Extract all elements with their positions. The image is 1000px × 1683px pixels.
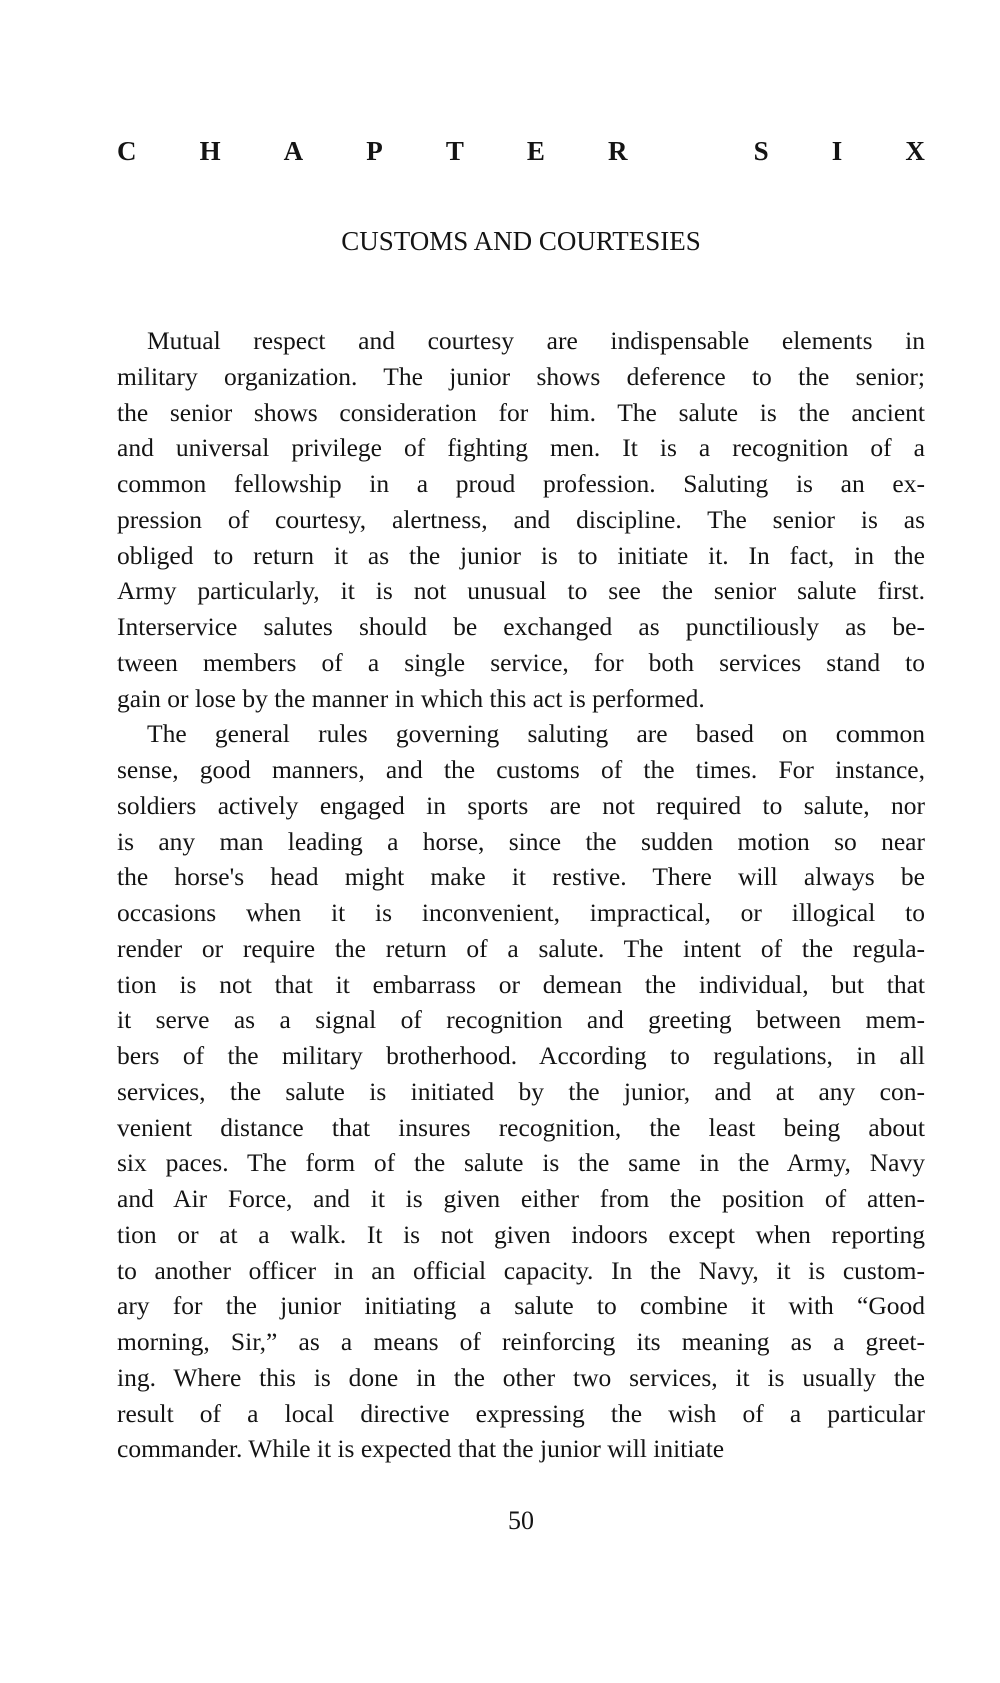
text-line: military organization. The junior shows deference to the senior; (117, 361, 925, 391)
text-line: services, the salute is initiated by the junior, and at any con- (117, 1076, 925, 1106)
text-line: occasions when it is inconvenient, impractical, or illogical to (117, 898, 925, 927)
text-line: the senior shows consideration for him. The salute is the ancient (117, 397, 925, 427)
chapter-letter: H (199, 136, 221, 166)
chapter-letter: C (117, 136, 137, 166)
text-line: bers of the military brotherhood. According to regulations, in all (117, 1041, 925, 1070)
text-line: tion or at a walk. It is not given indoors except when reporting (117, 1219, 925, 1249)
chapter-letter: R (608, 136, 628, 166)
text-line: result of a local directive expressing the wish of a particular (117, 1398, 925, 1428)
paragraph (117, 323, 925, 716)
text-line: Army particularly, it is not unusual to see the senior salute first. (117, 576, 925, 606)
text-line: Interservice salutes should be exchanged as punctiliously as be- (117, 612, 925, 641)
text-line: gain or lose by the manner in which this act is performed. (117, 683, 705, 713)
body-text (117, 323, 925, 1467)
text-line: Mutual respect and courtesy are indispensable elements in (147, 326, 925, 355)
chapter-letter: T (445, 136, 464, 166)
text-line: The general rules governing saluting are based on common (147, 719, 925, 749)
text-line: common fellowship in a proud profession. Saluting is an ex- (117, 469, 925, 498)
chapter-number-letter: X (905, 136, 925, 166)
text-line: obliged to return it as the junior is to initiate it. In fact, in the (117, 540, 925, 570)
text-line: render or require the return of a salute. The intent of the regula- (117, 933, 925, 963)
text-line: the horse's head might make it restive. There will always be (117, 862, 925, 892)
text-line: and Air Force, and it is given either from the position of atten- (117, 1184, 925, 1213)
text-line: tion is not that it embarrass or demean the individual, but that (117, 969, 925, 999)
text-line: it serve as a signal of recognition and greeting between mem- (117, 1005, 925, 1035)
chapter-heading (117, 138, 925, 165)
text-line: six paces. The form of the salute is the same in the Army, Navy (117, 1148, 925, 1178)
text-line: tween members of a single service, for both services stand to (117, 647, 925, 677)
chapter-number-letter: S (753, 136, 769, 166)
text-line: is any man leading a horse, since the sudden motion so near (117, 826, 925, 856)
page-number: 50 (508, 1506, 534, 1535)
chapter-number-letter: I (831, 136, 843, 166)
text-line: ing. Where this is done in the other two services, it is usually the (117, 1362, 925, 1392)
paragraph (117, 716, 925, 1467)
text-line: and universal privilege of fighting men. It is a recognition of a (117, 433, 925, 463)
text-line: morning, Sir,” as a means of reinforcing its meaning as a greet- (117, 1327, 925, 1356)
text-line: soldiers actively engaged in sports are not required to salute, nor (117, 790, 925, 820)
chapter-letter: A (283, 136, 304, 166)
text-line: to another officer in an official capacity. In the Navy, it is custom- (117, 1255, 925, 1285)
paragraph-container (117, 323, 925, 1467)
chapter-letter: P (366, 136, 383, 166)
chapter-letter: E (526, 136, 545, 166)
text-line: sense, good manners, and the customs of the times. For instance, (117, 755, 925, 784)
text-line: pression of courtesy, alertness, and discipline. The senior is as (117, 504, 925, 534)
chapter-title: CUSTOMS AND COURTESIES (341, 226, 701, 256)
text-line: venient distance that insures recognition, the least being about (117, 1112, 925, 1142)
text-line: commander. While it is expected that the junior will initiate (117, 1434, 725, 1464)
text-line: ary for the junior initiating a salute to combine it with “Good (117, 1291, 925, 1321)
